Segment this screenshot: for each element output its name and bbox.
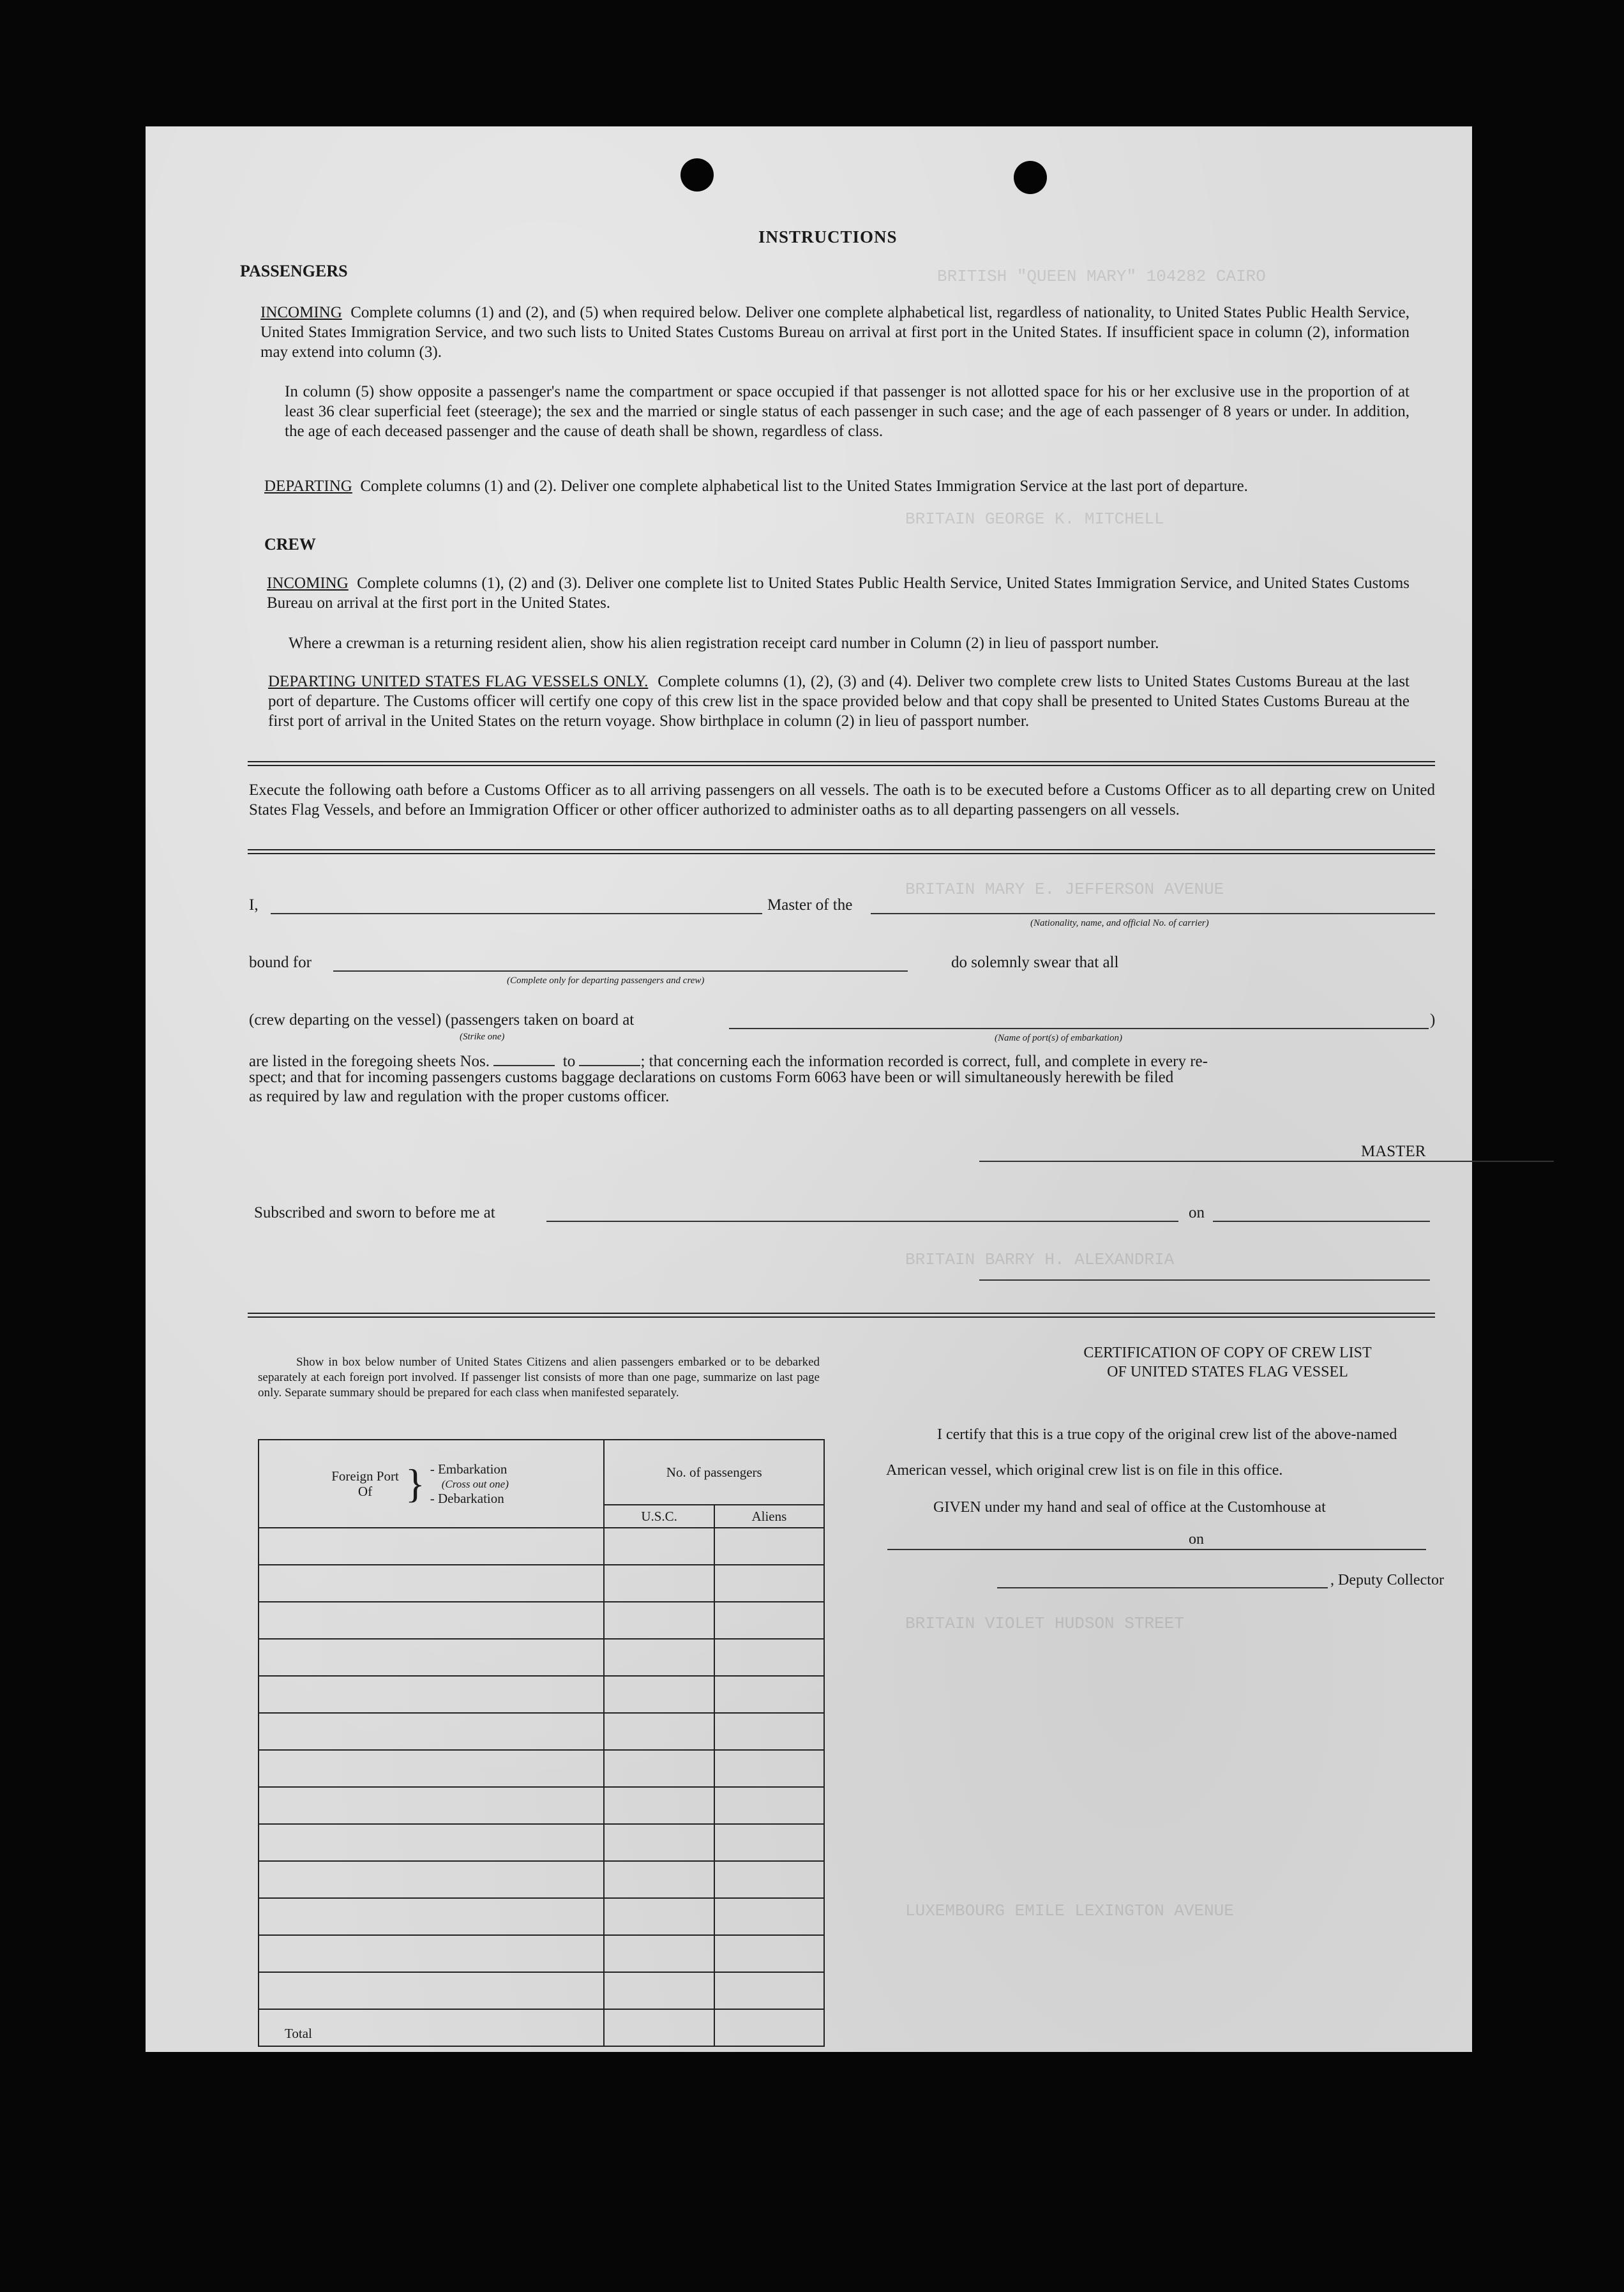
brace-glyph: } [405, 1461, 425, 1506]
table-row[interactable] [259, 1787, 824, 1824]
officer-signature-field[interactable] [979, 1279, 1430, 1281]
table-row[interactable] [259, 1750, 824, 1787]
crew-departing-label-oath: (crew departing on the vessel) (passengers taken on board at [249, 1011, 635, 1029]
table-row[interactable] [259, 1898, 824, 1935]
table-row[interactable] [259, 1861, 824, 1898]
table-row[interactable] [259, 1528, 824, 1565]
listed-line-a [249, 1050, 1435, 1071]
foreign-port-label: Foreign Port Of [331, 1468, 399, 1499]
certification-line-3: GIVEN under my hand and seal of office at the Customhouse at [933, 1499, 1326, 1516]
name-of-ports-note: (Name of port(s) of embarkation) [995, 1033, 1122, 1043]
embark-debark-options [430, 1462, 509, 1506]
table-row[interactable] [259, 1972, 824, 2009]
crew-incoming-text2: Where a crewman is a returning resident alien, show his alien registration receipt card number in Column (2) in lieu of passport number. [289, 635, 1159, 652]
passengers-departing-label: DEPARTING [264, 478, 352, 495]
divider-3b [248, 1316, 1435, 1318]
certification-line-1: I certify that this is a true copy of the original crew list of the above-named [937, 1426, 1397, 1443]
crew-departing-text: Complete columns (1), (2), (3) and (4). Deliver two complete crew lists to United States Customs Bureau at the last port of departure. The Customs officer will certify one copy of this crew list in the space provided below and that copy shall be presented to United States Customs Bureau at the first port of arrival in the United States on the return voyage. Show birthplace in column (2) in lieu of passport number. [268, 673, 1410, 730]
master-name-field[interactable] [271, 913, 762, 914]
crew-departing-label: DEPARTING UNITED STATES FLAG VESSELS ONLY. [268, 673, 649, 690]
crew-incoming-label: INCOMING [267, 575, 349, 592]
subscribed-place-field[interactable] [546, 1221, 1178, 1222]
master-signature-field[interactable] [979, 1161, 1554, 1162]
divider-2b [248, 853, 1435, 854]
deputy-collector-label: , Deputy Collector [1330, 1572, 1444, 1588]
table-row[interactable] [259, 1824, 824, 1861]
table-row[interactable] [259, 1935, 824, 1972]
passenger-summary-table [258, 1439, 825, 2047]
port-of-embarkation-field[interactable] [729, 1028, 1429, 1029]
form-sheet: BRITISH "QUEEN MARY" 104282 CAIRO BRITAIN GEORGE K. MITCHELL BRITAIN MARY E. JEFFERSON AVENUE BRITAIN BARRY H. ALEXANDRIA BRITAIN VIOLET HUDSON STREET LUXEMBOURG EMILE LEXINGTON AVENUE INSTRUCTIONS PASSENGERS INCOMING Complete columns (1) and (2), and (5) when required below. Deliver one complete alphabetical list, regardless of nationality, to United States Public Health Service, United States Immigration Service, and two such lists to United States Customs Bureau on arrival at first port in the United States. If insufficient space in column (2), information may extend into column (3). In column (5) show opposite a passenger's name the compartment or space occupied if that passenger is not allotted space for his or her exclusive use in the proportion of at least 36 clear superficial feet (steerage); the sex and the married or single status of each passenger in such case; and the age of each passenger of 8 years or under. In addition, the age of each deceased passenger and the cause of death shall be shown, regardless of class. DEPARTING Complete columns (1) and (2). Deliver one complete alphabetical list to the United States Immigration Service at the last port of departure. CREW INCOMING Complete columns (1), (2) and (3). Deliver one complete list to United States Public Health Service, United States Immigration Service, and United States Customs Bureau on arrival at the first port in the United States. Where a crewman is a returning resident alien, show his alien registration receipt card number in Column (2) in lieu of passport number. DEPARTING UNITED STATES FLAG VESSELS ONLY. Complete columns (1), (2), (3) and (4). Deliver two complete crew lists to United States Customs Bureau at the last port of departure. The Customs officer will certify one copy of this crew list in the space provided below and that copy shall be presented to United States Customs Bureau at the first port of arrival in the United States on the return voyage. Show birthplace in column (2) in lieu of passport number. Execute the following oath before a Customs Officer as to all arriving passengers on all vessels. The oath is to be executed before a Customs Officer as to all departing crew on United States Flag Vessels, and before an Immigration Officer or other officer authorized to administer oaths as to all departing passengers on all vessels. I, Master of the (Nationality, name, and official No. of carrier) bound for (Complete only for departing passengers and crew) do solemnly swear that all (crew departing on the vessel) (passengers taken on board at (Strike one) (Name of port(s) of embarkation) ) are listed in the foregoing sheets Nos. to ; that concerning each the information recorded is correct, full, and complete in every re- spect; and that for incoming passengers customs baggage declarations on customs Form 6063 have been or will simultaneously herewith be filed as required by law and regulation with the proper customs officer. MASTER Subscribed and sworn to before me at on Show in box below number of United States Citizens and alien passengers embarked or to be debarked separately at each foreign port involved. If passenger list consists of more than one page, summarize on last page only. Separate summary should be prepared for each class when manifested separately. Foreign Port Of } - Embarkation (Cross out one) - Debarkation No. of passengers U.S.C. Aliens Total CERTIFICATION OF COPY OF CREW LIST OF UNITED STATES FLAG VESSEL I certify that this is a true copy of the original crew list of the above-named American vessel, which original crew list is on file in this office. GIVEN under my hand and seal of office at the Customhouse at on , Deputy Collector [146, 126, 1472, 2052]
table-row[interactable] [259, 1565, 824, 1602]
passengers-departing-text: Complete columns (1) and (2). Deliver one complete alphabetical list to the United States Immigration Service at the last port of departure. [360, 478, 1248, 495]
subscribed-date-field[interactable] [1213, 1221, 1430, 1222]
crew-incoming-text: Complete columns (1), (2) and (3). Deliver one complete list to United States Public Health Service, United States Immigration Service, and United States Customs Bureau on arrival at the first port in the United States. [267, 575, 1410, 612]
close-paren: ) [1430, 1011, 1436, 1029]
certification-on-label: on [1189, 1531, 1204, 1548]
usc-header: U.S.C. [604, 1505, 714, 1528]
listed-to-text: to [562, 1053, 576, 1070]
total-row[interactable] [259, 2009, 824, 2046]
certification-date-field[interactable] [1208, 1549, 1426, 1550]
aliens-header: Aliens [714, 1505, 824, 1528]
nationality-note: (Nationality, name, and official No. of carrier) [1030, 918, 1209, 928]
bound-for-label: bound for [249, 954, 312, 971]
certification-line-2: American vessel, which original crew list is on file in this office. [886, 1462, 1283, 1479]
divider-2a [248, 849, 1435, 850]
passengers-incoming-text2: In column (5) show opposite a passenger's name the compartment or space occupied if that passenger is not allotted space for his or her exclusive use in the proportion of at least 36 clear superficial feet (steerage); the sex and the married or single status of each passenger in such case; and the age of each passenger of 8 years or under. In addition, the age of each deceased passenger and the cause of death shall be shown, regardless of class. [285, 383, 1410, 440]
complete-only-note: (Complete only for departing passengers and crew) [507, 976, 705, 986]
divider-1a [248, 761, 1435, 762]
listed-a-text: are listed in the foregoing sheets Nos. [249, 1053, 490, 1070]
swear-label: do solemnly swear that all [951, 954, 1119, 971]
embarkation-option[interactable]: - Embarkation [430, 1461, 508, 1477]
table-row[interactable] [259, 1713, 824, 1750]
table-row[interactable] [259, 1602, 824, 1639]
no-of-passengers-header: No. of passengers [604, 1440, 824, 1505]
master-of-the-label: Master of the [767, 896, 853, 914]
divider-1b [248, 765, 1435, 766]
passengers-departing-block [264, 476, 1410, 496]
bound-for-field[interactable] [333, 970, 908, 972]
total-label: Total [259, 2009, 604, 2046]
subscribed-label: Subscribed and sworn to before me at [254, 1204, 495, 1221]
master-label: MASTER [1361, 1143, 1426, 1160]
punch-hole-left [680, 158, 714, 192]
certification-title-2: OF UNITED STATES FLAG VESSEL [1107, 1364, 1348, 1380]
passengers-incoming-block [260, 303, 1410, 362]
listed-line-c: spect; and that for incoming passengers customs baggage declarations on customs Form 6063 have been or will simultaneously herewith be filed [249, 1069, 1174, 1086]
listed-line-d: as required by law and regulation with the proper customs officer. [249, 1088, 670, 1105]
divider-3a [248, 1313, 1435, 1314]
table-row[interactable] [259, 1676, 824, 1713]
page-title: INSTRUCTIONS [758, 227, 898, 246]
carrier-field[interactable] [871, 913, 1435, 914]
punch-hole-right [1014, 161, 1047, 194]
cross-out-note: (Cross out one) [441, 1477, 509, 1490]
deputy-collector-signature-field[interactable] [997, 1587, 1328, 1588]
crew-incoming-block [267, 573, 1410, 613]
debarkation-option[interactable]: - Debarkation [430, 1490, 504, 1506]
sheet-to-field[interactable] [579, 1050, 640, 1066]
sheet-from-field[interactable] [493, 1050, 555, 1066]
certification-title-1: CERTIFICATION OF COPY OF CREW LIST [1083, 1345, 1372, 1361]
table-row[interactable] [259, 1639, 824, 1676]
port-header-cell [259, 1440, 604, 1528]
oath-intro: Execute the following oath before a Customs Officer as to all arriving passengers on all vessels. The oath is to be executed before a Customs Officer as to all departing crew on United States Flag Vessels, and before an Immigration Officer or other officer authorized to administer oaths as to all departing passengers on all vessels. [249, 781, 1435, 818]
oath-i-label: I, [249, 896, 259, 914]
passengers-heading: PASSENGERS [240, 262, 348, 280]
passengers-incoming-text: Complete columns (1) and (2), and (5) when required below. Deliver one complete alphabetical list, regardless of nationality, to United States Public Health Service, United States Immigration Service, and two such lists to United States Customs Bureau on arrival at first port in the United States. If insufficient space in column (2), information may extend into column (3). [260, 304, 1410, 361]
crew-heading: CREW [264, 535, 316, 554]
summary-instructions: Show in box below number of United States Citizens and alien passengers embarked or to be debarked separately at each foreign port involved. If passenger list consists of more than one page, summarize on last page only. Separate summary should be prepared for each class when manifested separately. [258, 1355, 820, 1399]
subscribed-on-label: on [1189, 1204, 1205, 1221]
passengers-incoming-label: INCOMING [260, 304, 342, 321]
strike-one-note: (Strike one) [460, 1032, 505, 1042]
listed-b-text: ; that concerning each the information recorded is correct, full, and complete in every re- [640, 1053, 1208, 1070]
crew-departing-block [268, 672, 1410, 731]
